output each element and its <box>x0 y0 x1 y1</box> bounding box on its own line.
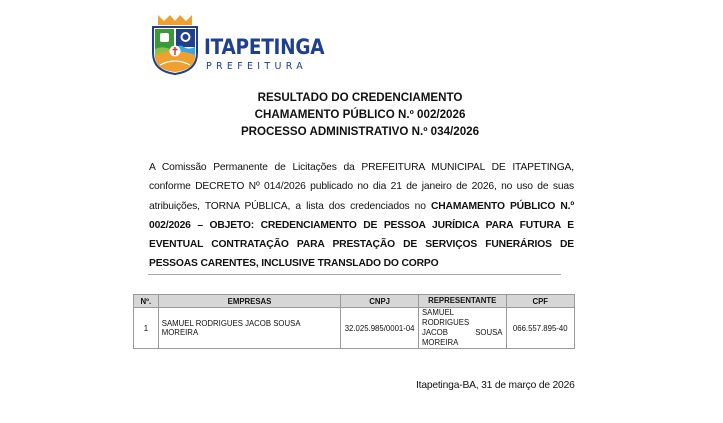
rep-word: JACOB <box>421 328 448 337</box>
rep-word: SOUSA <box>475 328 503 337</box>
cell-cnpj: 32.025.985/0001-04 <box>341 308 419 349</box>
coat-of-arms-icon <box>150 13 200 75</box>
body-paragraph <box>149 158 574 274</box>
table-row <box>134 308 575 349</box>
rep-line-2 <box>422 328 503 338</box>
title-line-1: RESULTADO DO CREDENCIAMENTO <box>257 91 463 104</box>
header-num: Nº. <box>134 295 159 308</box>
header-representante: REPRESENTANTE <box>418 295 506 308</box>
cell-empresa: SAMUEL RODRIGUES JACOB SOUSA MOREIRA <box>158 308 341 349</box>
logo-subtitle: PREFEITURA <box>206 61 308 72</box>
title-line-2: CHAMAMENTO PÚBLICO N.º 002/2026 <box>254 108 466 121</box>
header-empresas: EMPRESAS <box>158 295 341 308</box>
document-titles <box>200 89 520 140</box>
header-cpf: CPF <box>506 295 575 308</box>
cell-cpf: 066.557.895-40 <box>506 308 575 349</box>
table-header-row <box>134 295 575 308</box>
body-intro: A Comissão Permanente de Licitações da PREFEITURA MUNICIPAL DE ITAPETINGA, conforme DECRETO Nº 014/2026 publicado no dia 21 de janeiro de 2026, no uso de suas atribuições, TORNA PÚBLICA, a lista dos credenciados no <box>149 162 574 212</box>
rep-line-3: MOREIRA <box>421 338 459 347</box>
credentialed-table <box>133 294 575 349</box>
prefeitura-logo <box>150 13 325 75</box>
signature-date: Itapetinga-BA, 31 de março de 2026 <box>416 380 575 391</box>
divider-line <box>148 274 561 275</box>
body-bold-object: CHAMAMENTO PÚBLICO N.º 002/2026 – OBJETO: CREDENCIAMENTO DE PESSOA JURÍDICA PARA FUTURA E EVENTUAL CONTRATAÇÃO PARA PRESTAÇÃO DE SERVIÇOS FUNERÁRIOS DE PESSOAS CARENTES, INCLUSIVE TRANSLADO DO CORPO <box>149 200 574 270</box>
cell-num: 1 <box>134 308 159 349</box>
logo-title: ITAPETINGA <box>204 35 325 59</box>
header-cnpj: CNPJ <box>341 295 419 308</box>
cell-representante <box>418 308 506 349</box>
title-line-3: PROCESSO ADMINISTRATIVO N.º 034/2026 <box>240 125 480 138</box>
rep-line-1: SAMUEL RODRIGUES <box>421 308 470 327</box>
